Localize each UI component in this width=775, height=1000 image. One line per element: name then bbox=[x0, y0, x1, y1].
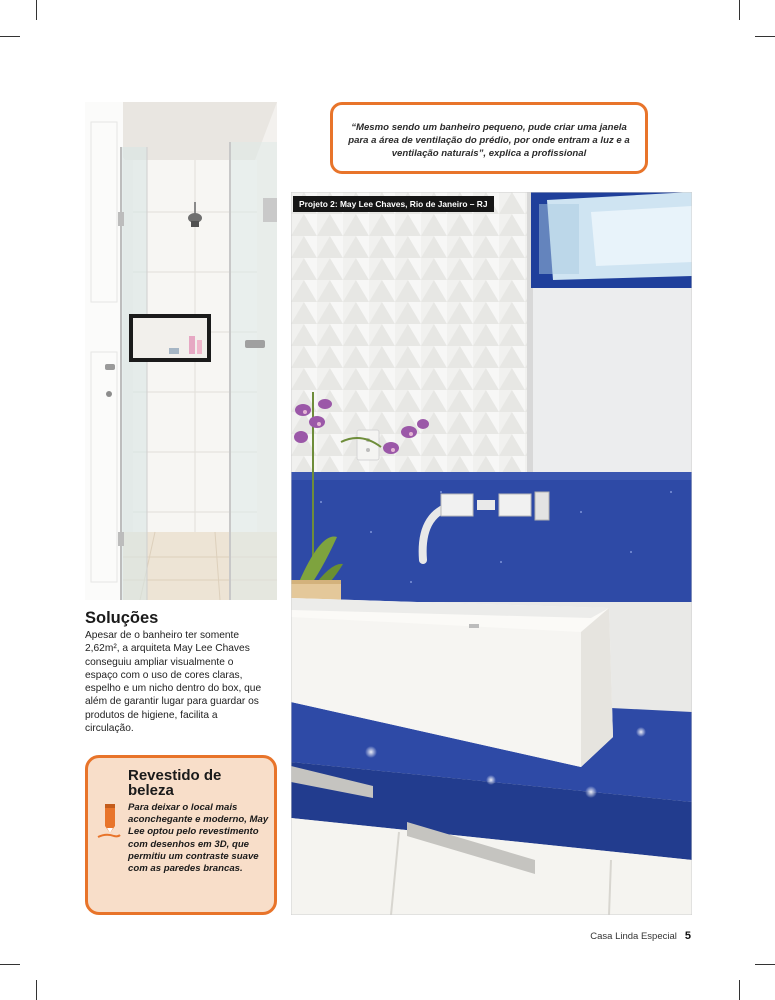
magazine-name: Casa Linda Especial bbox=[590, 931, 677, 942]
solutions-body-text: Apesar de o banheiro ter somente 2,62m², a arquiteta May Lee Chaves conseguiu ampliar visualmente o espaço com o uso de cores claras, espelho e um nicho dentro do box, que além de garantir lugar para guardar os produtos de higiene, facilita a circulação. bbox=[85, 630, 262, 735]
page-number: 5 bbox=[684, 930, 691, 942]
shower-photo bbox=[85, 102, 277, 600]
vanity-photo bbox=[291, 192, 692, 915]
photo-caption: Projeto 2: May Lee Chaves, Rio de Janeiro – RJ bbox=[293, 196, 494, 212]
pencil-icon bbox=[96, 800, 122, 845]
tip-title: Revestido de beleza bbox=[128, 767, 222, 799]
quote-text: “Mesmo sendo um banheiro pequeno, pude criar uma janela para a área de ventilação do prédio, por onde entram a luz e a ventilação naturais”, explica a profissional bbox=[348, 122, 630, 159]
crop-mark bbox=[755, 964, 775, 965]
section-title: Soluções bbox=[85, 609, 159, 627]
crop-mark bbox=[739, 0, 740, 20]
crop-mark bbox=[0, 964, 20, 965]
crop-mark bbox=[755, 36, 775, 37]
tip-box bbox=[85, 755, 277, 915]
tip-body-text: Para deixar o local mais aconchegante e moderno, May Lee optou pelo revestimento com desenhos em 3D, que permitiu um contraste suave com as paredes brancas. bbox=[128, 802, 269, 875]
crop-mark bbox=[739, 980, 740, 1000]
crop-mark bbox=[0, 36, 20, 37]
crop-mark bbox=[36, 980, 37, 1000]
quote-box bbox=[330, 102, 648, 174]
page-footer bbox=[590, 930, 691, 942]
crop-mark bbox=[36, 0, 37, 20]
